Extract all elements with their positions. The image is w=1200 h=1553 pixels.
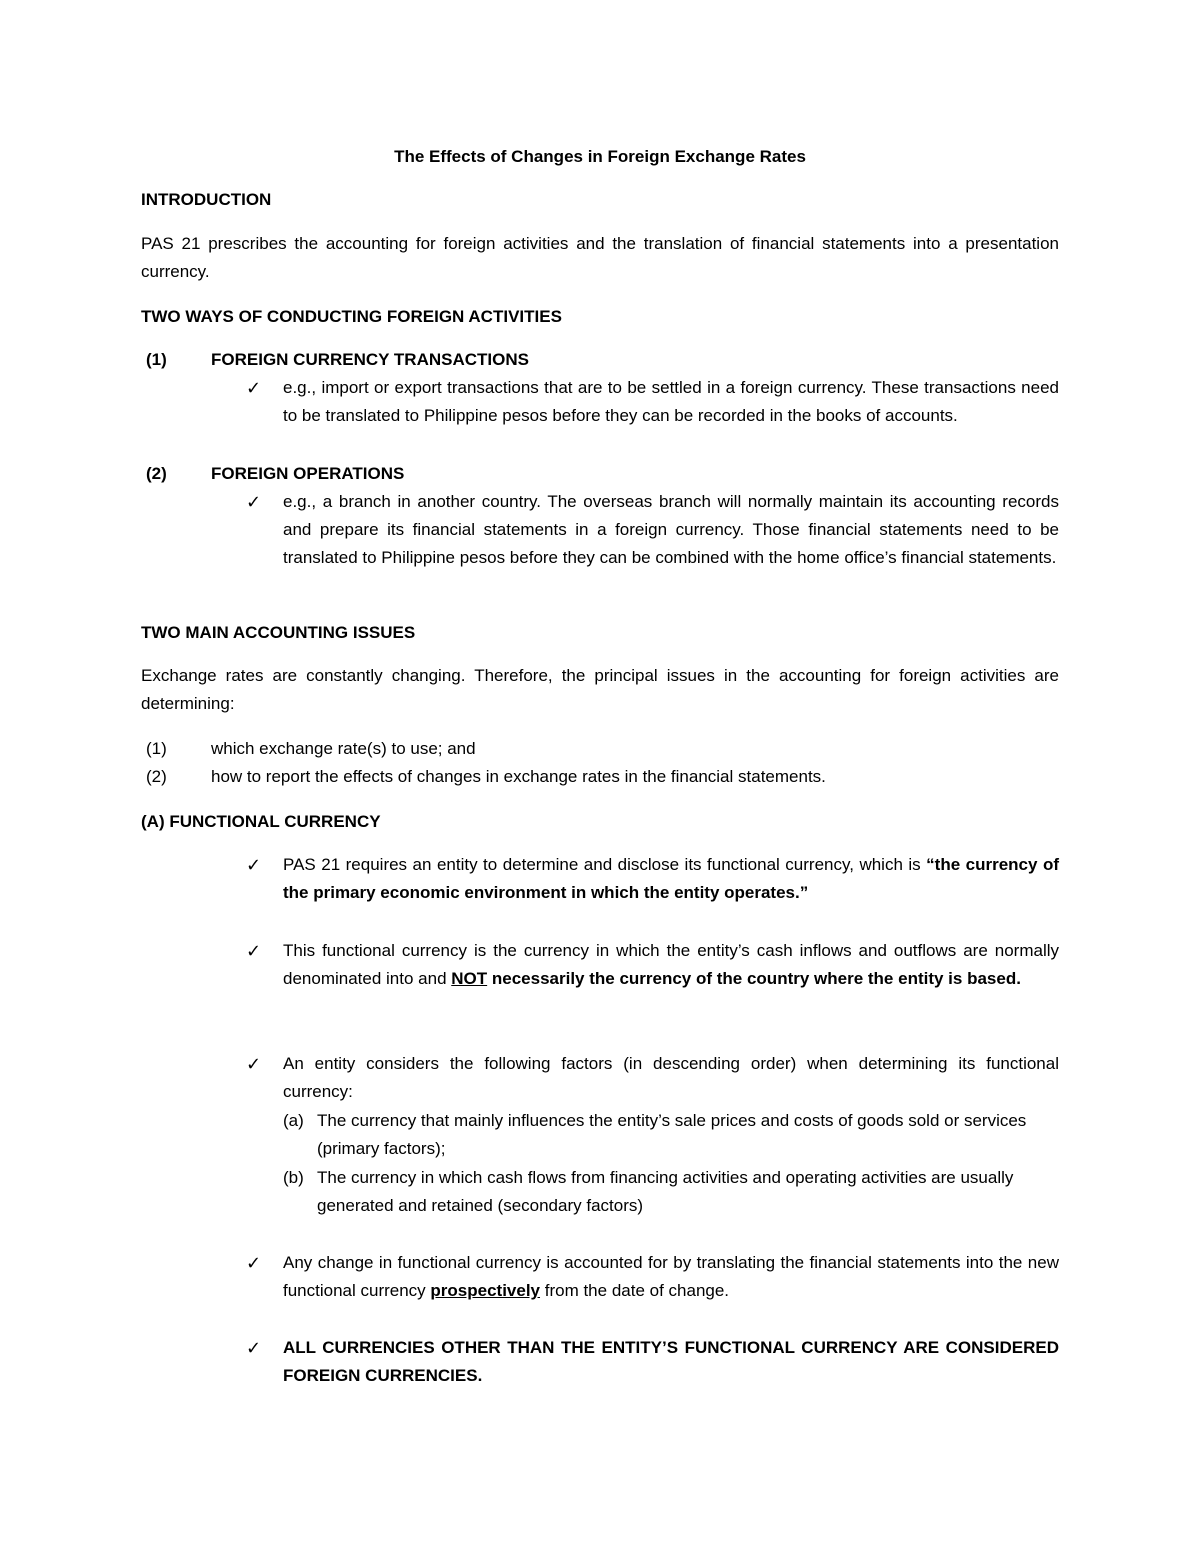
intro-heading: INTRODUCTION: [141, 190, 272, 209]
issues-paragraph: Exchange rates are constantly changing. Therefore, the principal issues in the accounting for foreign activities are determining:: [141, 666, 1059, 713]
checkmark-icon: ✓: [246, 855, 262, 875]
item-number: (2): [146, 767, 167, 786]
checkmark-icon: ✓: [246, 1054, 262, 1074]
functional-heading: (A) FUNCTIONAL CURRENCY: [141, 812, 381, 831]
bullet-bold-text: necessarily the currency of the country where the entity is based.: [487, 969, 1021, 988]
item-text: The currency in which cash flows from financing activities and operating activities are usually generated and retained (secondary factors): [317, 1168, 1014, 1215]
detail-text: e.g., a branch in another country. The overseas branch will normally maintain its accounting records and prepare its financial statements in a foreign currency. Those financial statements need to be translated to Philippine pesos before they can be combined with the home office’s financial statements.: [283, 492, 1059, 567]
item-number: (2): [146, 464, 167, 483]
bullet-bold-text: ALL CURRENCIES OTHER THAN THE ENTITY’S FUNCTIONAL CURRENCY ARE CONSIDERED FOREIGN CURRENCIES.: [283, 1338, 1059, 1385]
checkmark-icon: ✓: [246, 1338, 262, 1358]
bullet-text: This functional currency is the currency in which the entity’s cash inflows and outflows are normally denominated into and: [283, 941, 1059, 988]
bullet-tail-text: from the date of change.: [540, 1281, 730, 1300]
checkmark-icon: ✓: [246, 941, 262, 961]
bullet-text: Any change in functional currency is accounted for by translating the financial statements into the new functional currency: [283, 1253, 1059, 1300]
checkmark-icon: ✓: [246, 1253, 262, 1273]
two-ways-heading: TWO WAYS OF CONDUCTING FOREIGN ACTIVITIES: [141, 307, 562, 326]
issues-heading: TWO MAIN ACCOUNTING ISSUES: [141, 623, 416, 642]
item-number: (1): [146, 739, 167, 758]
detail-text: e.g., import or export transactions that are to be settled in a foreign currency. These transactions need to be translated to Philippine pesos before they can be recorded in the books of accounts.: [283, 378, 1059, 425]
item-number: (1): [146, 350, 167, 369]
item-letter: (a): [283, 1111, 304, 1130]
bullet-underlined-text: NOT: [451, 969, 488, 988]
item-text: The currency that mainly influences the entity’s sale prices and costs of goods sold or services (primary factors);: [317, 1111, 1027, 1158]
bullet-bold-text: “the currency of the primary economic environment in which the entity operates.”: [283, 855, 1059, 902]
bullet-text: An entity considers the following factors (in descending order) when determining its functional currency:: [283, 1054, 1059, 1101]
document-title: The Effects of Changes in Foreign Exchange Rates: [394, 147, 806, 166]
item-letter: (b): [283, 1168, 304, 1187]
item-label: FOREIGN CURRENCY TRANSACTIONS: [211, 350, 529, 369]
item-text: which exchange rate(s) to use; and: [211, 739, 476, 758]
bullet-underlined-text: prospectively: [430, 1281, 541, 1300]
intro-paragraph: PAS 21 prescribes the accounting for foreign activities and the translation of financial statements into a presentation currency.: [141, 234, 1059, 281]
checkmark-icon: ✓: [246, 378, 262, 398]
item-text: how to report the effects of changes in exchange rates in the financial statements.: [211, 767, 826, 786]
item-label: FOREIGN OPERATIONS: [211, 464, 405, 483]
checkmark-icon: ✓: [246, 492, 262, 512]
bullet-text: PAS 21 requires an entity to determine and disclose its functional currency, which is: [283, 855, 927, 874]
